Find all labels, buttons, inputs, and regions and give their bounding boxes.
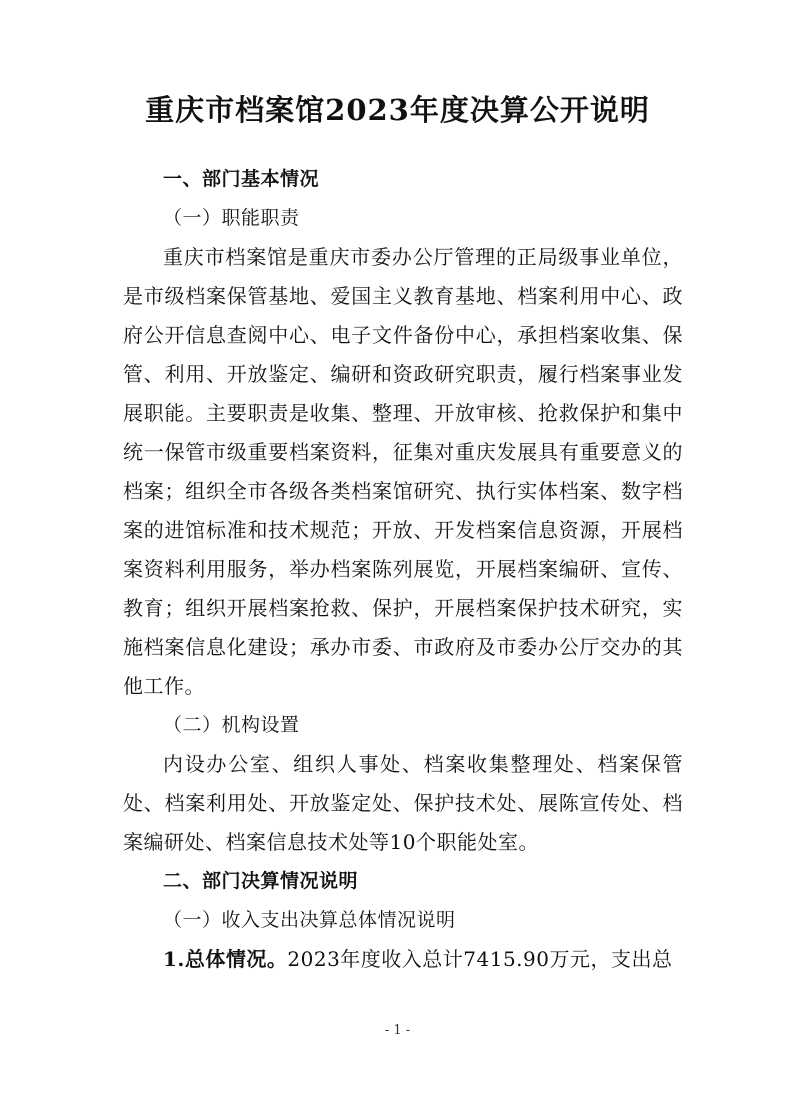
subsection-heading-duties: （一）职能职责 [163, 207, 300, 229]
overall-label: 1.总体情况。 [163, 947, 288, 971]
section-heading-basic-info: 一、部门基本情况 [163, 168, 320, 190]
subsection-heading-income-expenditure: （一）收入支出决算总体情况说明 [163, 909, 456, 931]
overall-text: 2023年度收入总计7415.90万元，支出总 [287, 947, 673, 971]
page-number: - 1 - [384, 1023, 411, 1038]
paragraph-overall [123, 940, 683, 979]
section-heading-final-accounts: 二、部门决算情况说明 [163, 870, 359, 892]
paragraph-organization: 内设办公室、组织人事处、档案收集整理处、档案保管处、档案利用处、开放鉴定处、保护技术处、展陈宣传处、档案编研处、档案信息技术处等10个职能处室。 [123, 752, 683, 854]
document-title: 重庆市档案馆2023年度决算公开说明 [145, 93, 650, 127]
paragraph-duties: 重庆市档案馆是重庆市委办公厅管理的正局级事业单位，是市级档案保管基地、爱国主义教育基地、档案利用中心、政府公开信息查阅中心、电子文件备份中心，承担档案收集、保管、利用、开放鉴定、编研和资政研究职责，履行档案事业发展职能。主要职责是收集、整理、开放审核、抢救保护和集中统一保管市级重要档案资料，征集对重庆发展具有重要意义的档案；组织全市各级各类档案馆研究、执行实体档案、数字档案的进馆标准和技术规范；开放、开发档案信息资源，开展档案资料利用服务，举办档案陈列展览，开展档案编研、宣传、教育；组织开展档案抢救、保护，开展档案保护技术研究，实施档案信息化建设；承办市委、市政府及市委办公厅交办的其他工作。 [123, 245, 683, 698]
document-body [123, 160, 683, 979]
subsection-heading-organization: （二）机构设置 [163, 714, 300, 736]
